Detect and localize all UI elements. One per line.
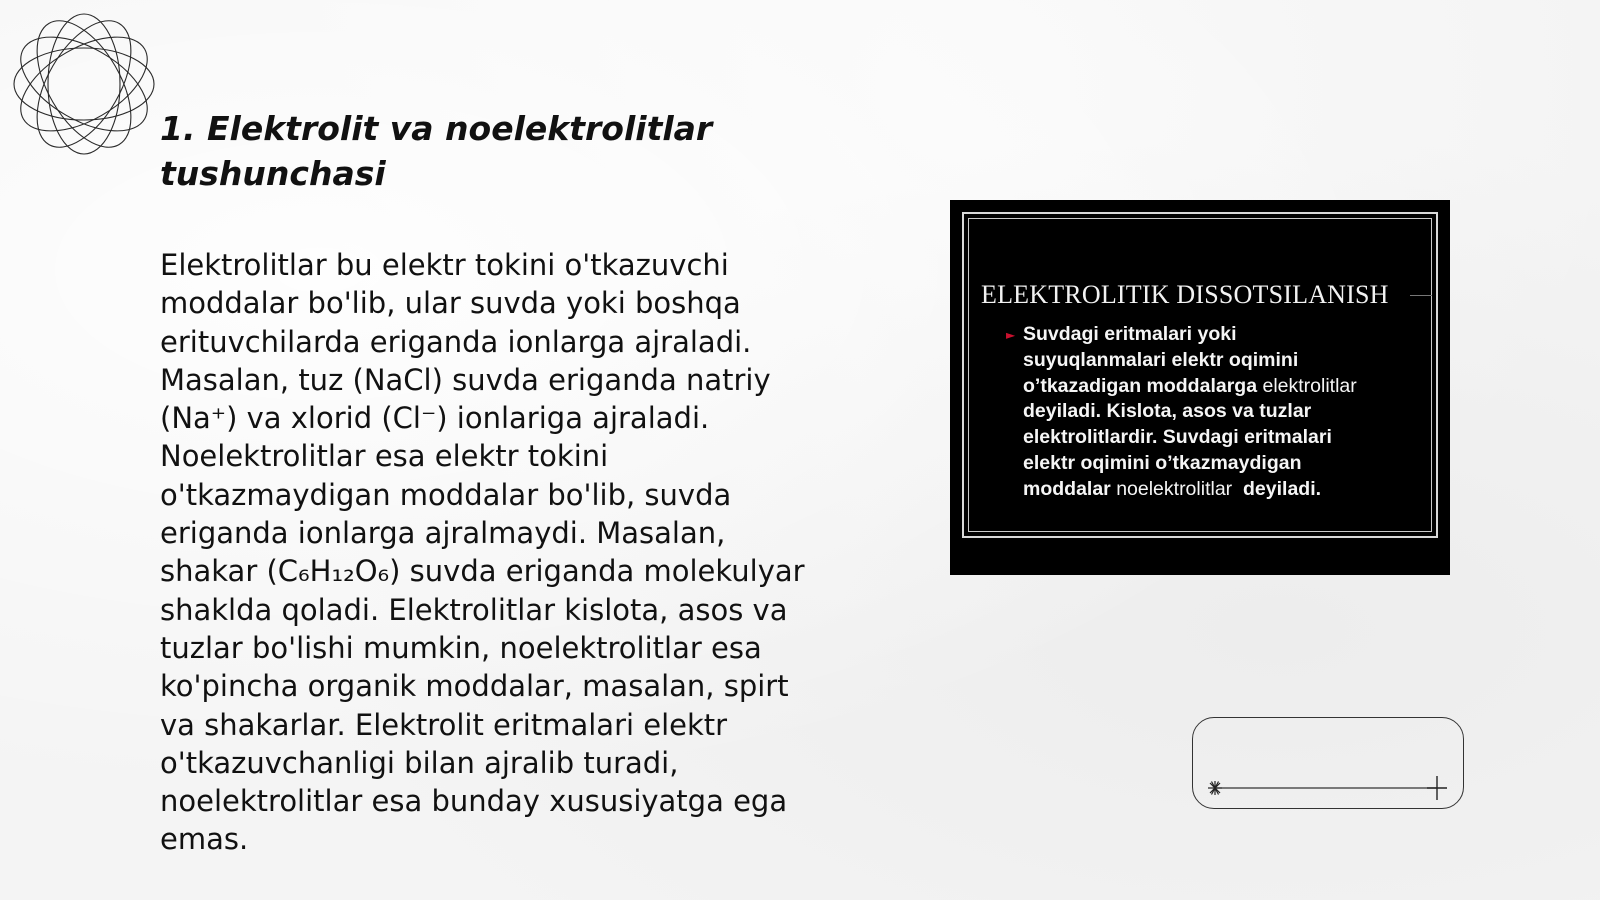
inset-line: elektr oqimini o’tkazmaydigan [1023,451,1302,474]
slide-title-line-2: tushunchasi [160,154,386,193]
inset-body-text [1023,322,1418,503]
inset-line [1023,477,1418,503]
starburst-icon [1208,781,1222,795]
inset-line: suyuqlanmalari elektr oqimini [1023,348,1299,371]
body-line: o'tkazmaydigan moddalar bo'lib, suvda [160,477,732,512]
body-line: o'tkazuvchanligi bilan ajralib turadi, [160,745,679,780]
red-arrow-bullet-icon: ► [1006,328,1016,342]
decorative-line-icon [1193,718,1465,810]
body-line: Noelektrolitlar esa elektr tokini [160,439,609,474]
body-line: ko'pincha organik moddalar, masalan, spirt [160,669,789,704]
body-line: Elektrolitlar bu elektr tokini o'tkazuvchi [160,248,729,282]
inset-line: deyiladi. Kislota, asos va tuzlar [1023,400,1312,423]
inset-line: Suvdagi eritmalari yoki [1023,323,1237,345]
body-line: eriganda ionlarga ajralmaydi. Masalan, [160,516,726,551]
body-line: emas. [160,822,249,857]
slide-title [160,106,860,196]
body-line: va shakarlar. Elektrolit eritmalari elektr [160,707,728,742]
inset-line-term: noelektrolitlar [1116,477,1233,500]
body-line: noelektrolitlar esa bunday xususiyatga ega [160,784,788,819]
body-line: shakar (C₆H₁₂O₆) suvda eriganda molekulyar [160,554,805,589]
inset-line-term: elektrolitlar [1262,374,1357,397]
body-line: tuzlar bo'lishi mumkin, noelektrolitlar esa [160,630,762,665]
slide-body-text [160,246,830,859]
inset-line-bold: o’tkazadigan moddalarga [1023,374,1263,397]
body-line: shaklda qoladi. Elektrolitlar kislota, asos va [160,592,788,627]
inset-line [1023,374,1418,400]
body-line: moddalar bo'lib, ular suvda yoki boshqa [160,286,741,321]
inset-title: ELEKTROLITIK DISSOTSILANISH [981,280,1389,309]
slide-title-line-1: 1. Elektrolit va noelektrolitlar [160,109,713,148]
inset-slide-image [950,200,1450,575]
inset-title-rule [1410,295,1432,296]
rosette-ornament-icon [10,10,158,158]
body-line: (Na⁺) va xlorid (Cl⁻) ionlariga ajraladi. [160,401,710,436]
sparkle-cross-icon [1427,776,1447,800]
inset-line-bold: deyiladi. [1232,477,1322,500]
body-line: erituvchilarda eriganda ionlarga ajraladi. [160,324,752,359]
inset-line: elektrolitlardir. Suvdagi eritmalari [1023,426,1332,449]
inset-line-bold: moddalar [1023,477,1117,500]
decorative-rounded-box [1192,717,1464,809]
body-line: Masalan, tuz (NaCl) suvda eriganda natriy [160,362,771,397]
